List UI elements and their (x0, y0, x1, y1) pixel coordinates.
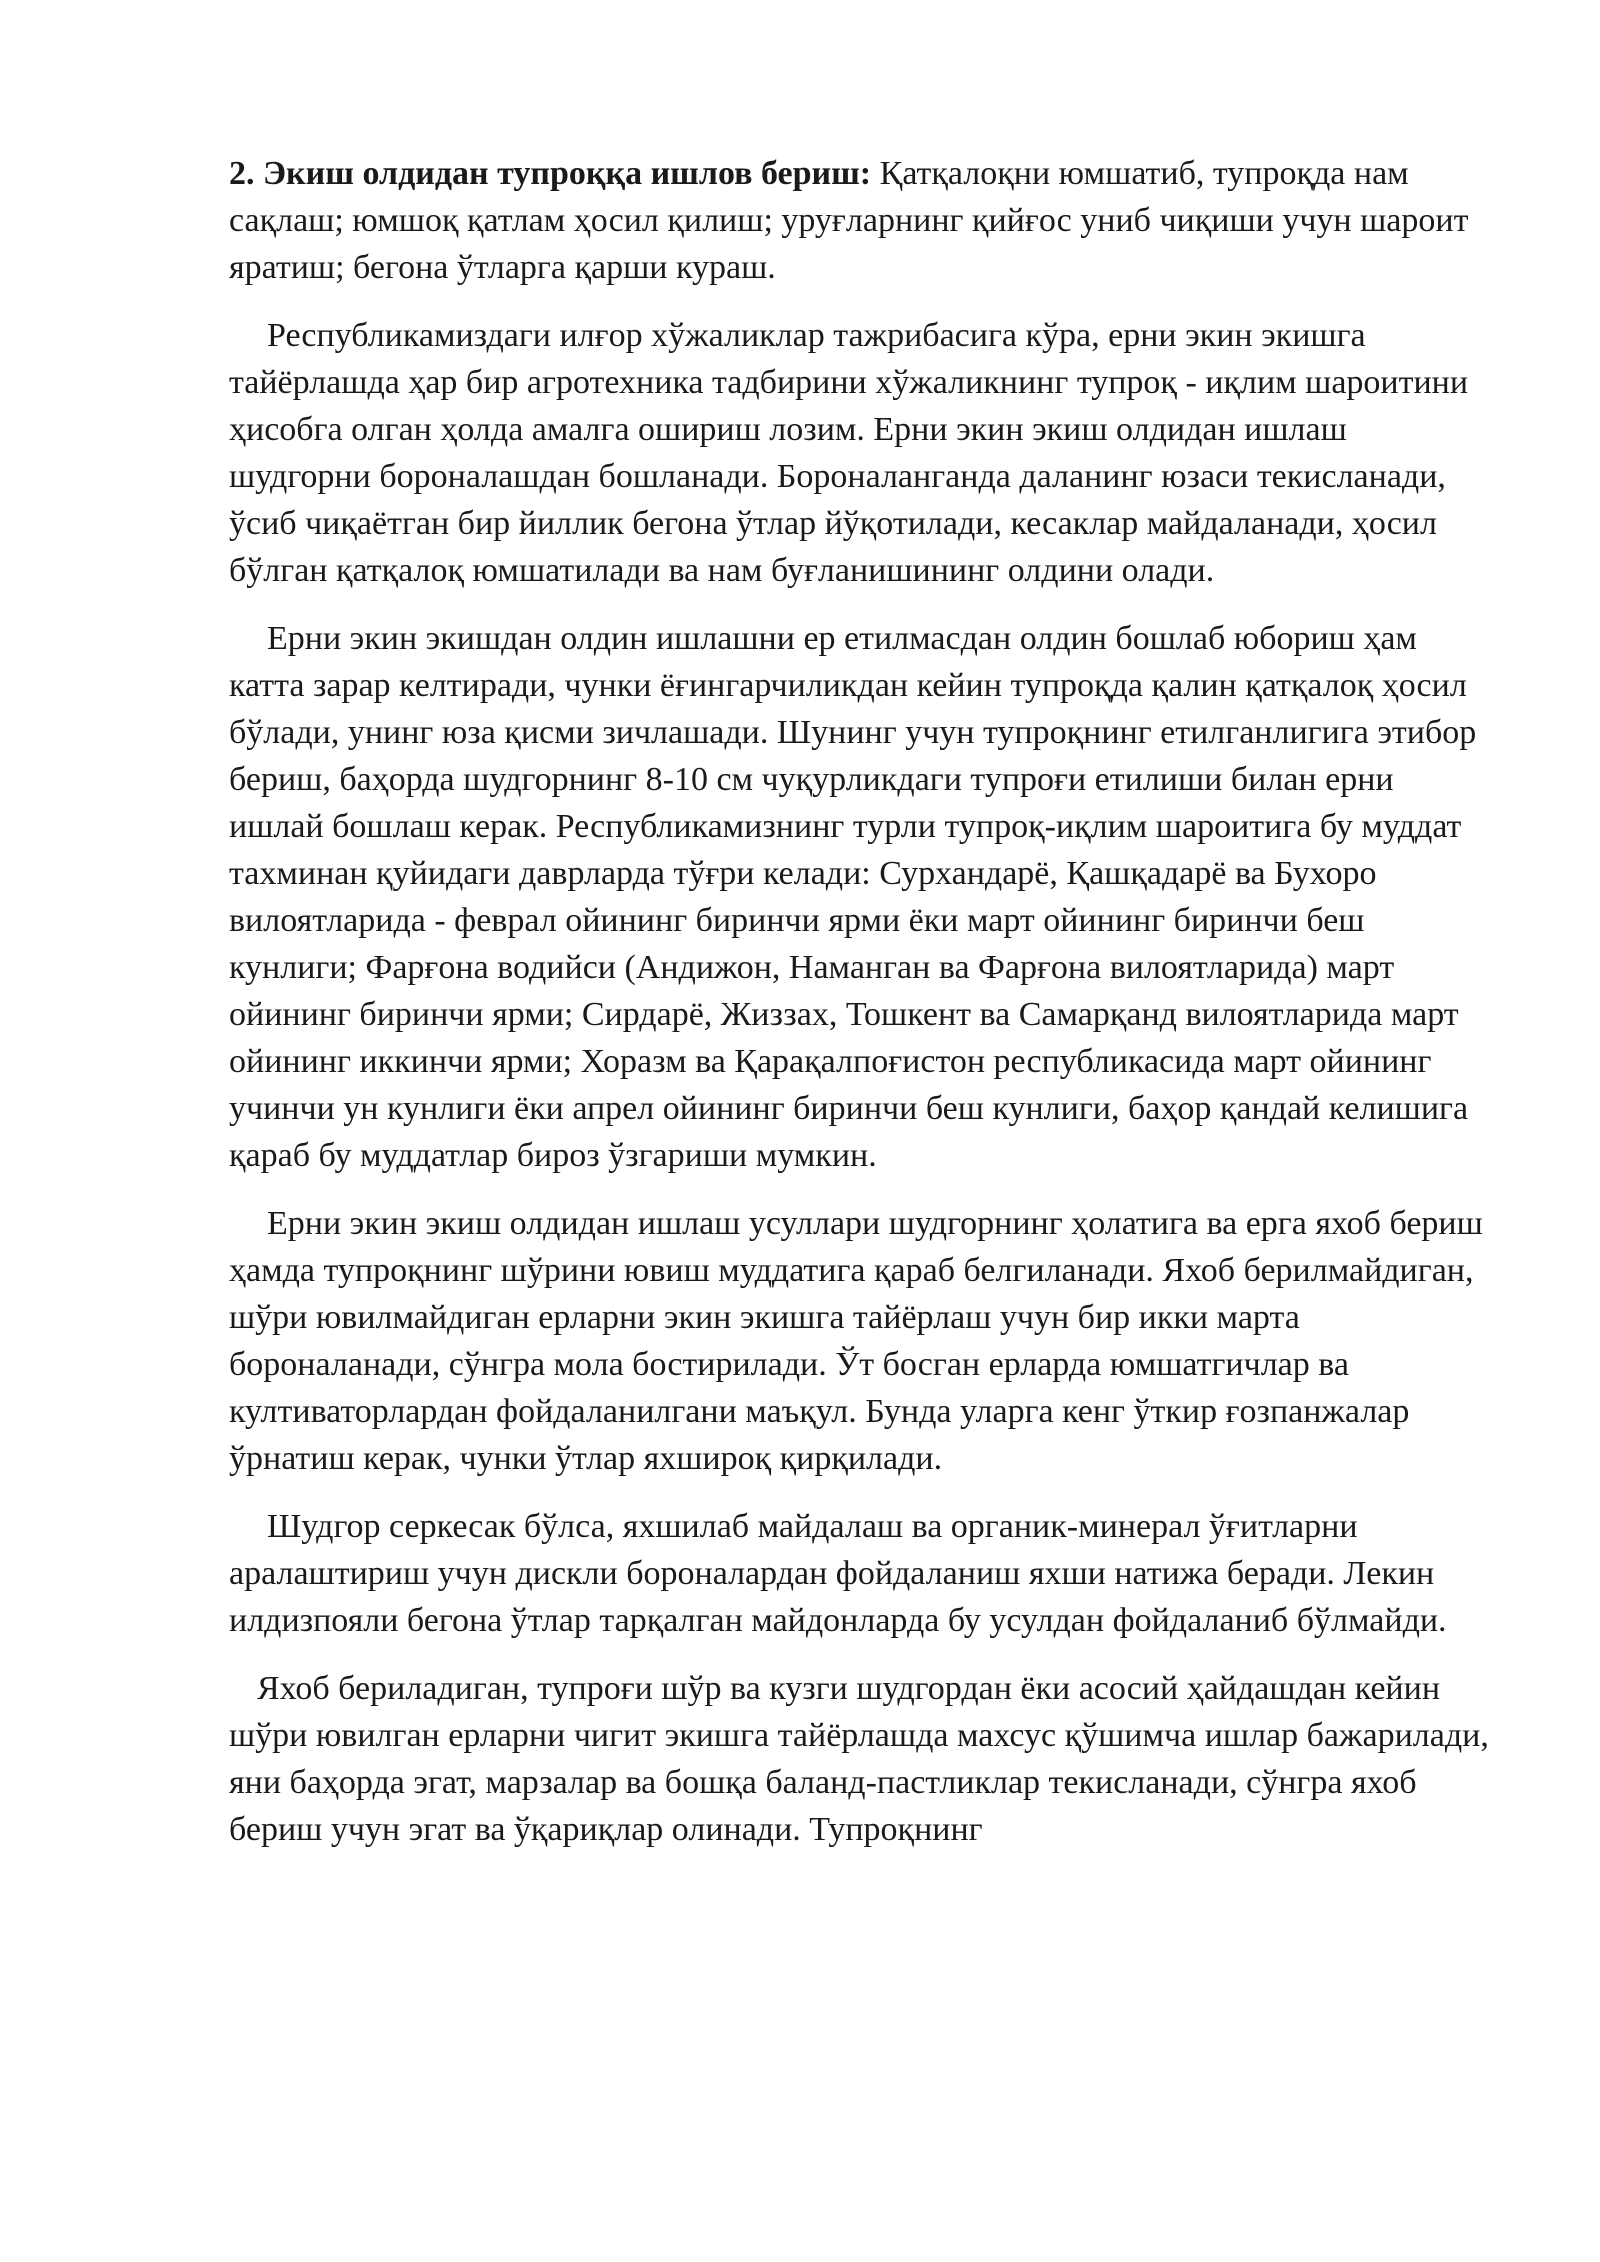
section-intro-text: Қатқалоқни юмшатиб, тупроқда нам сақлаш; юмшоқ қатлам ҳосил қилиш; уруғларнинг қийғос униб чиқиши учун шароит яратиш; бегона ўтларга қарши кураш. (229, 155, 1469, 286)
body-paragraph-4: Шудгор серкесак бўлса, яхшилаб майдалаш ва органик-минерал ўғитларни аралаштириш учун дискли бороналардан фойдаланиш яхши натижа беради. Лекин илдизпояли бегона ўтлар тарқалган майдонларда бу усулдан фойдаланиб бўлмайди. (229, 1508, 1447, 1639)
body-paragraph-2: Ерни экин экишдан олдин ишлашни ер етилмасдан олдин бошлаб юбориш ҳам катта зарар келтиради, чунки ёғингарчиликдан кейин тупроқда қалин қатқалоқ ҳосил бўлади, унинг юза қисми зичлашади. Шунинг учун тупроқнинг етилганлигига этибор бериш, баҳорда шудгорнинг 8-10 см чуқурликдаги тупроғи етилиши билан ерни ишлай бошлаш керак. Республикамизнинг турли тупроқ-иқлим шароитига бу муддат тахминан қуйидаги даврларда тўғри келади: Сурхандарё, Қашқадарё ва Бухоро вилоятларида - феврал ойининг биринчи ярми ёки март ойининг биринчи беш кунлиги; Фарғона водийси (Андижон, Наманган ва Фарғона вилоятларида) март ойининг биринчи ярми; Сирдарё, Жиззах, Тошкент ва Самарқанд вилоятларида март ойининг иккинчи ярми; Хоразм ва Қарақалпоғистон республикасида март ойининг учинчи ун кунлиги ёки апрел ойининг биринчи беш кунлиги, баҳор қандай келишига қараб бу муддатлар бироз ўзгариши мумкин. (229, 620, 1477, 1174)
document-page (229, 150, 1489, 1874)
intro-paragraph (229, 150, 1489, 291)
body-paragraph-1: Республикамиздаги илғор хўжаликлар тажрибасига кўра, ерни экин экишга тайёрлашда ҳар бир агротехника тадбирини хўжаликнинг тупроқ - иқлим шароитини ҳисобга олган ҳолда амалга ошириш лозим. Ерни экин экиш олдидан ишлаш шудгорни бороналашдан бошланади. Бороналанганда даланинг юзаси текисланади, ўсиб чиқаётган бир йиллик бегона ўтлар йўқотилади, кесаклар майдаланади, ҳосил бўлган қатқалоқ юмшатилади ва нам буғланишининг олдини олади. (229, 317, 1469, 589)
body-paragraph-3: Ерни экин экиш олдидан ишлаш усуллари шудгорнинг ҳолатига ва ерга яхоб бериш ҳамда тупроқнинг шўрини ювиш муддатига қараб белгиланади. Яхоб берилмайдиган, шўри ювилмайдиган ерларни экин экишга тайёрлаш учун бир икки марта бороналанади, сўнгра мола бостирилади. Ўт босган ерларда юмшатгичлар ва култиваторлардан фойдаланилгани маъқул. Бунда уларга кенг ўткир ғозпанжалар ўрнатиш керак, чунки ўтлар яхшироқ қирқилади. (229, 1205, 1483, 1477)
body-paragraph-5: Яхоб бериладиган, тупроғи шўр ва кузги шудгордан ёки асосий ҳайдашдан кейин шўри ювилган ерларни чигит экишга тайёрлашда махсус қўшимча ишлар бажарилади, яни баҳорда эгат, марзалар ва бошқа баланд-пастликлар текисланади, сўнгра яхоб бериш учун эгат ва ўқариқлар олинади. Тупроқнинг (229, 1670, 1489, 1848)
section-heading: 2. Экиш олдидан тупроққа ишлов бериш: (229, 155, 872, 192)
